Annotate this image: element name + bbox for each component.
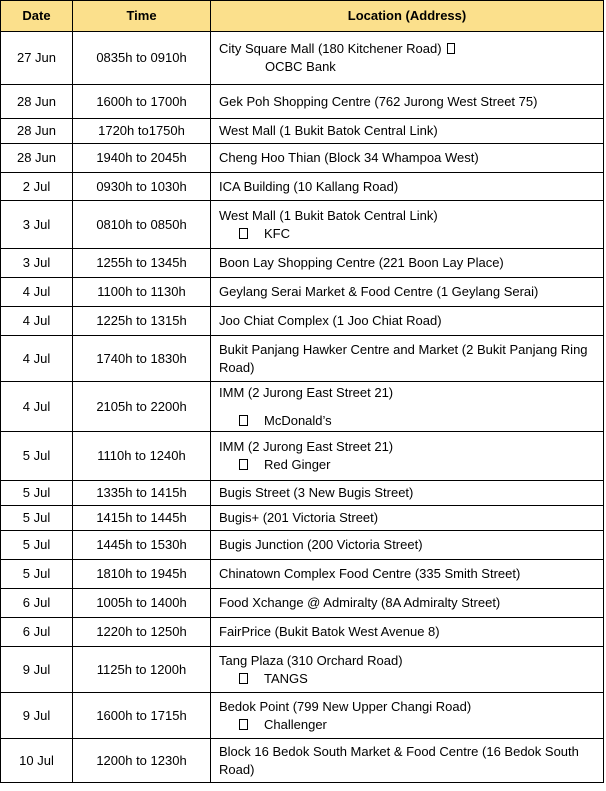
location-sub-venue: OCBC Bank	[265, 59, 336, 74]
cell-date: 10 Jul	[1, 739, 73, 783]
cell-location	[211, 201, 604, 249]
table-row	[1, 382, 604, 432]
table-row	[1, 85, 604, 119]
location-address: Geylang Serai Market & Food Centre (1 Geylang Serai)	[219, 284, 539, 299]
location-address: ICA Building (10 Kallang Road)	[219, 178, 399, 194]
cell-location	[211, 560, 604, 589]
cell-date: 5 Jul	[1, 481, 73, 506]
cell-time: 0930h to 1030h	[73, 173, 211, 201]
sub-venue-line	[219, 456, 597, 474]
sub-venue-line	[219, 716, 597, 734]
header-time: Time	[73, 1, 211, 32]
location-address: Bugis+ (201 Victoria Street)	[219, 510, 379, 525]
table-row	[1, 560, 604, 589]
cell-location	[211, 85, 604, 119]
cell-location	[211, 618, 604, 647]
table-row	[1, 618, 604, 647]
cell-time: 0810h to 0850h	[73, 201, 211, 249]
location-address: Bukit Panjang Hawker Centre and Market (2 Bukit Panjang Ring Road)	[219, 341, 588, 375]
cell-time: 1600h to 1715h	[73, 693, 211, 739]
cell-time: 1225h to 1315h	[73, 307, 211, 336]
cell-time: 1415h to 1445h	[73, 506, 211, 531]
table-row	[1, 589, 604, 618]
cell-location	[211, 144, 604, 173]
cell-date: 5 Jul	[1, 432, 73, 481]
cell-location	[211, 382, 604, 432]
cell-location	[211, 432, 604, 481]
location-sub-venue: McDonald’s	[264, 412, 332, 428]
table-body	[1, 32, 604, 783]
table-row	[1, 647, 604, 693]
table-row	[1, 32, 604, 85]
cell-location	[211, 531, 604, 560]
cell-location	[211, 119, 604, 144]
table-header-row	[1, 1, 604, 32]
table-row	[1, 173, 604, 201]
cell-location	[211, 739, 604, 783]
location-sub-venue: Red Ginger	[264, 457, 331, 472]
location-address: West Mall (1 Bukit Batok Central Link)	[219, 207, 438, 223]
table-row	[1, 119, 604, 144]
bullet-box-icon	[239, 719, 248, 730]
location-address: West Mall (1 Bukit Batok Central Link)	[219, 123, 438, 138]
cell-location	[211, 481, 604, 506]
cell-time: 1335h to 1415h	[73, 481, 211, 506]
location-address: Gek Poh Shopping Centre (762 Jurong West Street 75)	[219, 93, 538, 109]
cell-time: 1445h to 1530h	[73, 531, 211, 560]
cell-location	[211, 173, 604, 201]
sub-venue-line	[219, 670, 597, 688]
table-row	[1, 481, 604, 506]
cell-location	[211, 307, 604, 336]
cell-date: 6 Jul	[1, 618, 73, 647]
table-row	[1, 506, 604, 531]
cell-time: 1200h to 1230h	[73, 739, 211, 783]
location-address: Block 16 Bedok South Market & Food Centre (16 Bedok South Road)	[219, 743, 579, 777]
cell-location	[211, 647, 604, 693]
location-sub-venue: Challenger	[264, 716, 327, 732]
cell-location	[211, 693, 604, 739]
location-address: City Square Mall (180 Kitchener Road)	[219, 41, 442, 56]
cell-location	[211, 506, 604, 531]
cell-time: 1220h to 1250h	[73, 618, 211, 647]
location-address: Tang Plaza (310 Orchard Road)	[219, 652, 403, 668]
cell-location	[211, 336, 604, 382]
spacer	[219, 402, 597, 412]
bullet-box-icon	[239, 228, 248, 239]
location-address: Bugis Street (3 New Bugis Street)	[219, 485, 414, 500]
location-address: Joo Chiat Complex (1 Joo Chiat Road)	[219, 313, 442, 328]
cell-date: 4 Jul	[1, 382, 73, 432]
cell-time: 1720h to1750h	[73, 119, 211, 144]
cell-date: 5 Jul	[1, 531, 73, 560]
location-address: IMM (2 Jurong East Street 21)	[219, 384, 394, 400]
cell-date: 4 Jul	[1, 336, 73, 382]
cell-date: 2 Jul	[1, 173, 73, 201]
location-address: FairPrice (Bukit Batok West Avenue 8)	[219, 624, 440, 639]
table-row	[1, 307, 604, 336]
cell-location	[211, 278, 604, 307]
cell-date: 28 Jun	[1, 85, 73, 119]
cell-time: 2105h to 2200h	[73, 382, 211, 432]
bullet-box-icon	[239, 415, 248, 426]
cell-date: 4 Jul	[1, 278, 73, 307]
location-address: Boon Lay Shopping Centre (221 Boon Lay Place)	[219, 255, 504, 270]
bullet-box-icon	[239, 459, 248, 470]
location-address: Chinatown Complex Food Centre (335 Smith Street)	[219, 566, 521, 581]
cell-time: 1005h to 1400h	[73, 589, 211, 618]
location-address: Food Xchange @ Admiralty (8A Admiralty Street)	[219, 595, 501, 610]
table-row	[1, 249, 604, 278]
cell-date: 6 Jul	[1, 589, 73, 618]
location-address: Bedok Point (799 New Upper Changi Road)	[219, 698, 472, 714]
table-row	[1, 432, 604, 481]
cell-date: 27 Jun	[1, 32, 73, 85]
header-location: Location (Address)	[211, 1, 604, 32]
sub-venue-line	[219, 225, 597, 243]
sub-venue-line	[219, 412, 597, 430]
cell-date: 3 Jul	[1, 249, 73, 278]
location-address: Bugis Junction (200 Victoria Street)	[219, 537, 423, 552]
location-sub-venue: TANGS	[264, 670, 308, 686]
cell-time: 0835h to 0910h	[73, 32, 211, 85]
cell-location	[211, 32, 604, 85]
bullet-box-icon	[239, 673, 248, 684]
cell-time: 1110h to 1240h	[73, 432, 211, 481]
cell-date: 5 Jul	[1, 560, 73, 589]
cell-time: 1125h to 1200h	[73, 647, 211, 693]
location-address: IMM (2 Jurong East Street 21)	[219, 439, 394, 454]
table-row	[1, 278, 604, 307]
cell-time: 1255h to 1345h	[73, 249, 211, 278]
cell-date: 9 Jul	[1, 693, 73, 739]
cell-time: 1940h to 2045h	[73, 144, 211, 173]
cell-date: 4 Jul	[1, 307, 73, 336]
table-row	[1, 531, 604, 560]
cell-date: 3 Jul	[1, 201, 73, 249]
cell-time: 1600h to 1700h	[73, 85, 211, 119]
cell-date: 9 Jul	[1, 647, 73, 693]
table-row	[1, 144, 604, 173]
location-address: Cheng Hoo Thian (Block 34 Whampoa West)	[219, 150, 479, 165]
cell-location	[211, 589, 604, 618]
table-row	[1, 201, 604, 249]
table-row	[1, 336, 604, 382]
cell-time: 1100h to 1130h	[73, 278, 211, 307]
cell-time: 1740h to 1830h	[73, 336, 211, 382]
cell-date: 28 Jun	[1, 144, 73, 173]
table-row	[1, 693, 604, 739]
cell-location	[211, 249, 604, 278]
cell-date: 28 Jun	[1, 119, 73, 144]
cell-date: 5 Jul	[1, 506, 73, 531]
bullet-box-icon	[447, 43, 455, 54]
table-row	[1, 739, 604, 783]
cell-time: 1810h to 1945h	[73, 560, 211, 589]
location-sub-venue: KFC	[264, 225, 290, 241]
header-date: Date	[1, 1, 73, 32]
